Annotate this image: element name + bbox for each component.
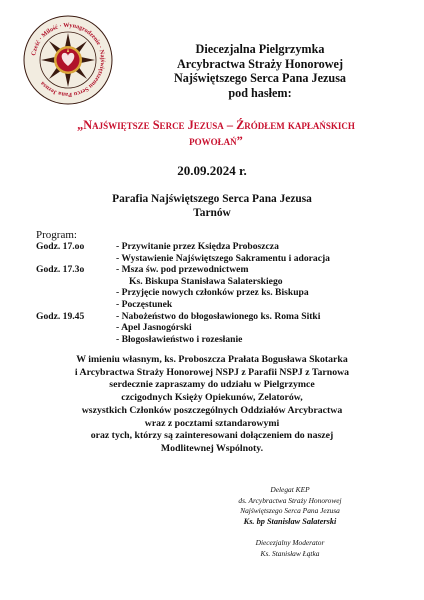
- pilgrimage-motto: [30, 117, 402, 149]
- header-line: Diecezjalna Pielgrzymka: [195, 42, 325, 56]
- program-row: [36, 241, 416, 253]
- delegate-role: Najświętszego Serca Pana Jezusa: [240, 506, 340, 516]
- invitation-line: i Arcybractwa Straży Honorowej NSPJ z Parafii NSPJ z Tarnowa: [74, 366, 350, 378]
- delegate-role: ds. Arcybractwa Straży Honorowej: [238, 495, 342, 505]
- delegate-title: Delegat KEP: [270, 485, 310, 494]
- program-item: - Wystawienie Najświętszego Sakramentu i adoracja: [116, 252, 330, 264]
- header-line: pod hasłem:: [228, 85, 292, 100]
- parish-name: [0, 193, 424, 221]
- program-list: [36, 241, 416, 345]
- program-item: - Nabożeństwo do błogosławionego ks. Roma Sitki: [116, 310, 321, 322]
- pilgrimage-header: [120, 42, 400, 100]
- program-time: Godz. 17.oo: [36, 241, 85, 252]
- program-item: - Poczęstunek: [116, 298, 173, 310]
- delegate-name: Ks. bp Stanisław Salaterski: [243, 516, 337, 526]
- program-item: - Apel Jasnogórski: [116, 322, 192, 334]
- program-row: [36, 334, 416, 346]
- program-row: [36, 276, 416, 288]
- moderator-title: Diecezjalny Moderator: [255, 538, 325, 547]
- delegate-signature: [180, 485, 400, 527]
- invitation-line: wraz z pocztami sztandarowymi: [144, 417, 280, 429]
- header-line: Arcybractwa Straży Honorowej: [176, 56, 344, 71]
- program-row: [36, 253, 416, 265]
- motto-line: „Najświętsze Serce Jezusa – Źródłem kapłańskich: [77, 118, 355, 132]
- program-time: Godz. 19.45: [36, 310, 85, 322]
- program-item: Ks. Biskupa Stanisława Salaterskiego: [129, 275, 283, 287]
- star-rays: [41, 33, 95, 87]
- program-label: Program:: [36, 229, 77, 241]
- moderator-signature: [180, 538, 400, 559]
- moderator-name: Ks. Stanisław Łątka: [260, 548, 320, 558]
- program-item: - Msza św. pod przewodnictwem: [116, 264, 249, 276]
- invitation-line: czcigodnych Księży Opiekunów, Zelatorów,: [121, 392, 303, 404]
- invitation-line: Modlitewnej Wspólnoty.: [160, 442, 264, 454]
- program-row: [36, 322, 416, 334]
- program-item: - Przyjęcie nowych członków przez ks. Biskupa: [116, 287, 309, 299]
- program-item: - Błogosławieństwo i rozesłanie: [116, 333, 243, 345]
- invitation-line: W imieniu własnym, ks. Proboszcza Prałata Bogusława Skotarka: [76, 354, 348, 365]
- program-time: Godz. 17.3o: [36, 264, 85, 276]
- header-line: Najświętszego Serca Pana Jezusa: [173, 71, 347, 86]
- invitation-line: wszystkich Członków poszczególnych Oddziałów Arcybractwa: [81, 404, 343, 416]
- invitation-line: serdecznie zapraszamy do udziału w Pielgrzymce: [109, 379, 315, 391]
- program-row: [36, 311, 416, 323]
- invitation-line: oraz tych, którzy są zainteresowani dołączeniem do naszej: [90, 430, 334, 442]
- program-row: [36, 299, 416, 311]
- archconfraternity-logo: [22, 14, 114, 106]
- program-item: - Przywitanie przez Księdza Proboszcza: [116, 241, 279, 252]
- event-date: 20.09.2024 r.: [177, 163, 247, 178]
- parish-line: Parafia Najświętszego Serca Pana Jezusa: [112, 193, 312, 205]
- motto-line: powołań”: [189, 134, 243, 148]
- program-row: [36, 287, 416, 299]
- seal-ring-text: Cześć · Miłość · Wynagrodzenie · Najświętszemu Sercu Pana Jezusa: [30, 21, 107, 99]
- invitation-text: [20, 354, 404, 456]
- parish-city: Tarnów: [193, 206, 231, 219]
- program-row: [36, 264, 416, 276]
- sacred-heart-seal-icon: [22, 14, 114, 106]
